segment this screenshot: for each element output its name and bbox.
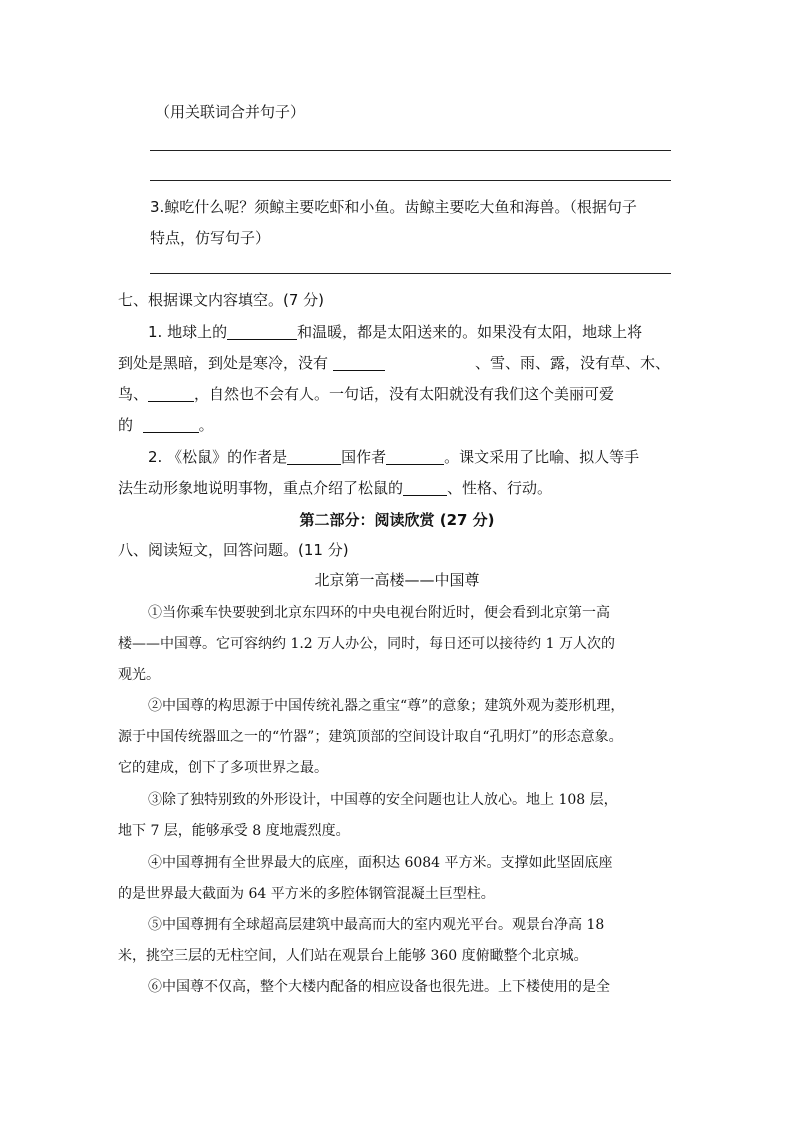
fill-blank[interactable] xyxy=(143,416,199,433)
text: 到处是黑暗，到处是寒冷，没有 xyxy=(118,354,329,372)
q7-item2-line2 xyxy=(118,478,552,498)
article-title: 北京第一高楼——中国尊 xyxy=(314,571,480,589)
q7-item2-line1 xyxy=(148,447,639,467)
p2-line2: 源于中国传统器皿之一的“竹器”；建筑顶部的空间设计取自“孔明灯”的形态意象。 xyxy=(118,729,623,745)
part2-title: 第二部分：阅读欣赏 (27 分) xyxy=(299,511,495,529)
text: 鸟、 xyxy=(118,385,149,403)
text: 、性格、行动。 xyxy=(447,479,553,497)
p5-line2: 米，挑空三层的无柱空间，人们站在观景台上能够 360 度俯瞰整个北京城。 xyxy=(118,948,588,964)
q7-item1-line3 xyxy=(118,384,614,404)
fill-blank[interactable] xyxy=(148,385,194,402)
fill-blank[interactable] xyxy=(227,323,297,340)
item3-line1: 3.鲸吃什么呢？须鲸主要吃虾和小鱼。齿鲸主要吃大鱼和海兽。（根据句子 xyxy=(150,198,637,216)
p4-line2: 的是世界最大截面为 64 平方米的多腔体钢管混凝土巨型柱。 xyxy=(118,886,495,902)
fill-blank[interactable] xyxy=(403,479,447,496)
text: 和温暖，都是太阳送来的。如果没有太阳，地球上将 xyxy=(297,323,643,341)
answer-line[interactable] xyxy=(150,273,671,274)
section8-heading: 八、阅读短文，回答问题。(11 分) xyxy=(118,541,349,559)
justified-line xyxy=(118,353,670,373)
fill-blank[interactable] xyxy=(386,448,444,465)
text: 。 xyxy=(198,416,214,434)
text: 2. 《松鼠》的作者是 xyxy=(148,448,288,466)
text: 国作者 xyxy=(341,448,387,466)
instruction-combine-sentences: （用关联词合并句子） xyxy=(155,103,306,121)
p6-line1: ⑥中国尊不仅高，整个大楼内配备的相应设备也很先进。上下楼使用的是全 xyxy=(148,979,610,995)
p2-line3: 它的建成，创下了多项世界之最。 xyxy=(118,760,328,776)
text: 。课文采用了比喻、拟人等手 xyxy=(444,448,640,466)
p4-line1: ④中国尊拥有全世界最大的底座，面积达 6084 平方米。支撑如此坚固底座 xyxy=(148,855,613,871)
item3-line2: 特点，仿写句子） xyxy=(150,229,271,247)
text: 法生动形象地说明事物，重点介绍了松鼠的 xyxy=(118,479,404,497)
q7-item1-line1 xyxy=(148,322,642,342)
p1-line2: 楼——中国尊。它可容纳约 1.2 万人办公，同时，每日还可以接待约 1 万人次的 xyxy=(118,636,615,652)
p3-line1: ③除了独特别致的外形设计，中国尊的安全问题也让人放心。地上 108 层， xyxy=(148,792,618,808)
text: 的 xyxy=(118,416,134,434)
p5-line1: ⑤中国尊拥有全球超高层建筑中最高而大的室内观光平台。观景台净高 18 xyxy=(148,917,605,933)
p1-line1: ①当你乘车快要驶到北京东四环的中央电视台附近时，便会看到北京第一高 xyxy=(148,605,610,621)
q7-item1-line2 xyxy=(118,353,670,373)
p2-line1: ②中国尊的构思源于中国传统礼器之重宝“尊”的意象；建筑外观为菱形机理， xyxy=(148,698,625,714)
p3-line2: 地下 7 层，能够承受 8 度地震烈度。 xyxy=(118,823,350,839)
answer-line[interactable] xyxy=(150,180,671,181)
text xyxy=(118,353,385,373)
text: ，自然也不会有人。一句话，没有太阳就没有我们这个美丽可爱 xyxy=(194,385,615,403)
answer-line[interactable] xyxy=(150,150,671,151)
q7-item1-line4 xyxy=(118,415,214,435)
text: 、雪、雨、露，没有草、木、 xyxy=(474,354,670,372)
fill-blank[interactable] xyxy=(333,354,385,371)
text: 1. 地球上的 xyxy=(148,323,228,341)
p1-line3: 观光。 xyxy=(118,667,160,683)
fill-blank[interactable] xyxy=(287,448,341,465)
section7-heading: 七、根据课文内容填空。(7 分) xyxy=(118,291,325,309)
